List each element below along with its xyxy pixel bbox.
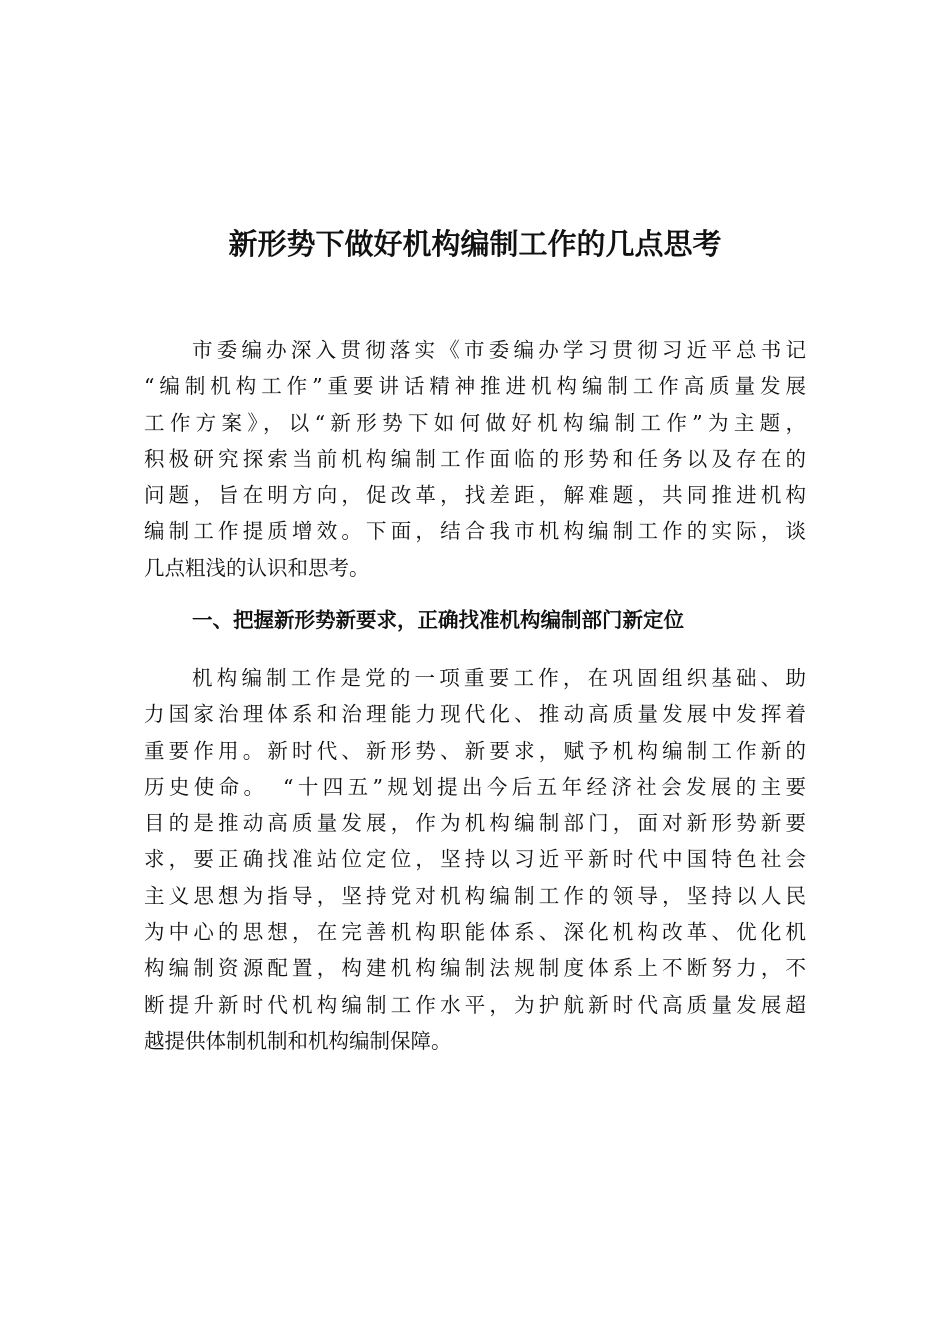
section-heading: 一、把握新形势新要求，正确找准机构编制部门新定位	[192, 608, 684, 632]
paragraph-line: 历史使命。 “十四五”规划提出今后五年经济社会发展的主要	[144, 774, 806, 799]
paragraph-line: 主义思想为指导，坚持党对机构编制工作的领导，坚持以人民	[144, 883, 806, 908]
paragraph-intro	[144, 332, 806, 586]
paragraph-line: 编制工作提质增效。下面，结合我市机构编制工作的实际，谈	[144, 519, 806, 544]
paragraph-line: 越提供体制机制和机构编制保障。	[144, 1028, 452, 1053]
paragraph-line: 几点粗浅的认识和思考。	[144, 555, 370, 580]
paragraph-line: 工作方案》，以“新形势下如何做好机构编制工作”为主题，	[144, 410, 806, 435]
paragraph-line: 构编制资源配置，构建机构编制法规制度体系上不断努力，不	[144, 956, 806, 981]
paragraph-line: 积极研究探索当前机构编制工作面临的形势和任务以及存在的	[144, 446, 806, 471]
paragraph-line: “编制机构工作”重要讲话精神推进机构编制工作高质量发展	[144, 374, 806, 399]
paragraph-line: 目的是推动高质量发展，作为机构编制部门，面对新形势新要	[144, 811, 806, 836]
paragraph-line: 断提升新时代机构编制工作水平，为护航新时代高质量发展超	[144, 992, 806, 1017]
paragraph-line: 市委编办深入贯彻落实《市委编办学习贯彻习近平总书记	[192, 338, 806, 362]
paragraph-line: 问题，旨在明方向，促改革，找差距，解难题，共同推进机构	[144, 483, 806, 508]
paragraph-line: 求，要正确找准站位定位，坚持以习近平新时代中国特色社会	[144, 847, 806, 872]
paragraph-line: 为中心的思想，在完善机构职能体系、深化机构改革、优化机	[144, 920, 806, 945]
paragraph-line: 机构编制工作是党的一项重要工作，在巩固组织基础、助	[192, 666, 806, 690]
paragraph-line: 力国家治理体系和治理能力现代化、推动高质量发展中发挥着	[144, 702, 806, 727]
paragraph-line: 重要作用。新时代、新形势、新要求，赋予机构编制工作新的	[144, 738, 806, 763]
paragraph-section-1	[144, 660, 806, 1059]
document-title: 新形势下做好机构编制工作的几点思考	[228, 227, 722, 261]
